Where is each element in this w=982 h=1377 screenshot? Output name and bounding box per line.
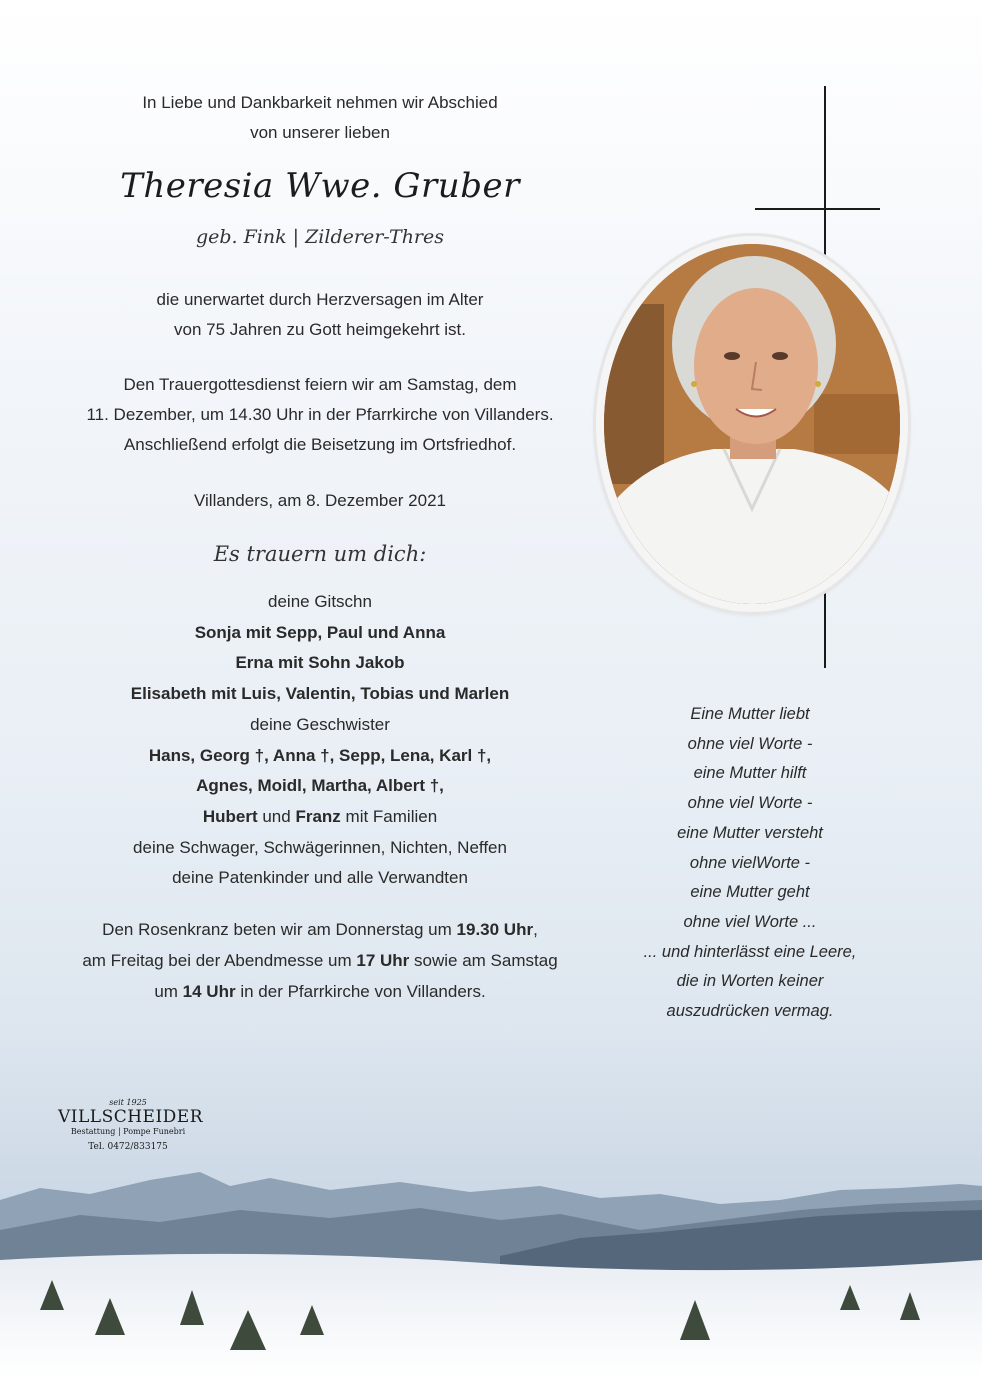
siblings-label: deine Geschwister: [250, 714, 390, 734]
child-entry: Sonja mit Sepp, Paul und Anna: [194, 622, 446, 642]
portrait-illustration: [604, 244, 900, 604]
place-date: Villanders, am 8. Dezember 2021: [194, 491, 446, 510]
portrait-photo: [604, 244, 900, 604]
sibling-entry: Hans, Georg †, Anna †, Sepp, Lena, Karl †,: [148, 745, 492, 765]
funeral-service-text: Den Trauergottesdienst feiern wir am Samstag, dem 11. Dezember, um 14.30 Uhr in der Pfarrkirche von Villanders. Anschließend erfolgt die Beisetzung im Ortsfriedhof.: [86, 375, 554, 454]
intro-text: In Liebe und Dankbarkeit nehmen wir Abschied von unserer lieben: [142, 93, 498, 142]
mourners-list: [60, 587, 580, 894]
sibling-entry: Hubert und Franz mit Familien: [202, 806, 438, 826]
mourners-heading: Es trauern um dich:: [213, 542, 427, 566]
maiden-name: geb. Fink | Zilderer-Thres: [195, 226, 445, 248]
mountain-landscape: [0, 1160, 982, 1377]
deceased-name: Theresia Wwe. Gruber: [120, 166, 520, 206]
inlaws-entry: deine Schwager, Schwägerinnen, Nichten, Neffen: [133, 837, 507, 857]
sibling-entry: Agnes, Moidl, Martha, Albert †,: [196, 776, 444, 796]
godchildren-entry: deine Patenkinder und alle Verwandten: [172, 868, 468, 888]
cross-icon-bar: [755, 208, 880, 210]
children-label: deine Gitschn: [268, 592, 372, 611]
rosary-text: Den Rosenkranz beten wir am Donnerstag um 19.30 Uhr, am Freitag bei der Abendmesse um 17 Uhr sowie am Samstag um 14 Uhr in der Pfarrkirche von Villanders.: [82, 920, 558, 1001]
child-entry: Elisabeth mit Luis, Valentin, Tobias und Marlen: [130, 684, 510, 704]
death-notice: die unerwartet durch Herzversagen im Alter von 75 Jahren zu Gott heimgekehrt ist.: [156, 290, 484, 339]
funeral-home-logo: seit 1925 VILLSCHEIDER Bestattung | Pompe Funebri Tel. 0472/833175: [58, 1098, 204, 1152]
poem: Eine Mutter liebt ohne viel Worte - eine Mutter hilft ohne viel Worte - eine Mutter versteht ohne vielWorte - eine Mutter geht ohne viel Worte ... ... und hinterlässt eine Leere, die in Worten keiner auszudrücken vermag.: [643, 705, 857, 1021]
child-entry: Erna mit Sohn Jakob: [235, 653, 405, 673]
